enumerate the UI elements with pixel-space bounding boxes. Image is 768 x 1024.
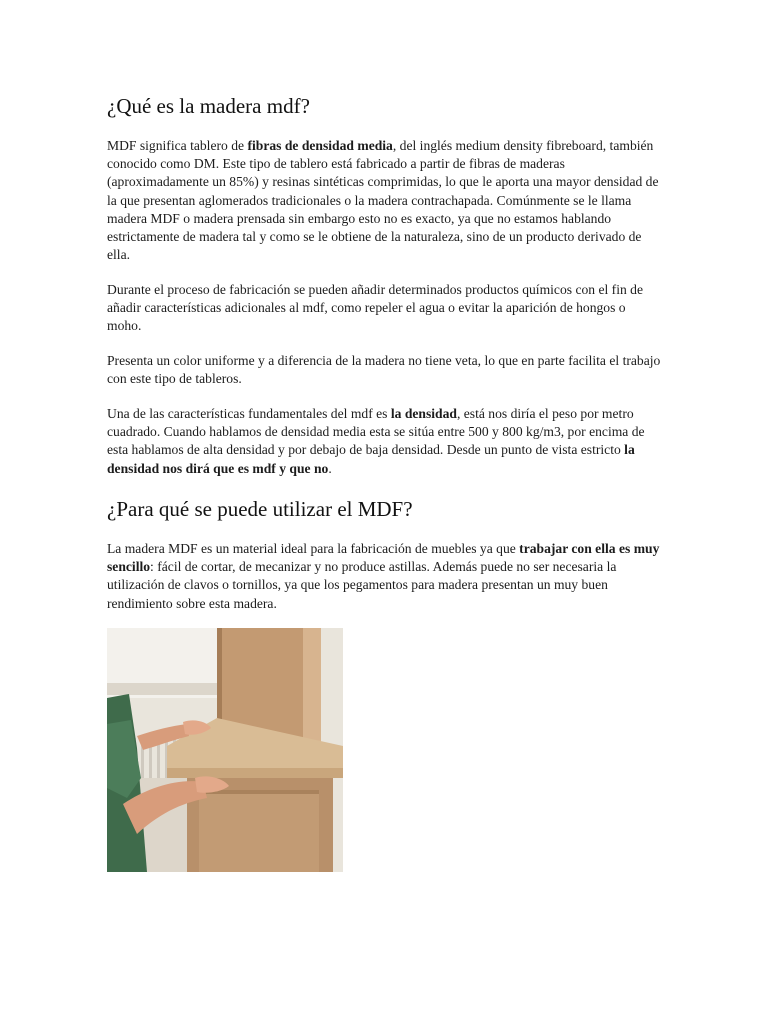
paragraph-fabrication: Durante el proceso de fabricación se pueden añadir determinados productos químicos con el fin de añadir características adicionales al mdf, como repeler el agua o evitar la aparición de hongos o moho. xyxy=(107,282,644,334)
paragraph-uses xyxy=(107,540,663,613)
paragraph-text: , está nos diría el peso por metro cuadrado. Cuando hablamos de densidad media esta se sitúa entre 500 y 800 kg/m3, por encima de esta hablamos de alta densidad y por debajo de baja densidad. Desde un punto de vista estricto xyxy=(107,406,645,458)
bold-text: trabajar con ella es muy sencillo xyxy=(107,541,660,575)
paragraph-color: Presenta un color uniforme y a diferencia de la madera no tiene veta, lo que en parte facilita el trabajo con este tipo de tableros. xyxy=(107,353,661,387)
paragraph-text: La madera MDF es un material ideal para la fabricación de muebles ya que xyxy=(107,541,520,556)
mdf-column-photo xyxy=(107,628,343,872)
bold-text: la densidad nos dirá que es mdf y que no xyxy=(107,442,635,476)
paragraph-text: Una de las características fundamentales del mdf es xyxy=(107,406,391,421)
paragraph-text: . xyxy=(328,460,332,476)
section-title-mdf: ¿Qué es la madera mdf? xyxy=(107,94,310,118)
paragraph-text: , del inglés medium density fibreboard, también conocido como DM. Este tipo de tablero está fabricado a partir de fibras de maderas (aproximadamente un 85%) y resinas sintéticas comprimidas, lo que le aporta una mayor densidad de la que presentan aglomerados tradicionales o la madera contrachapada. Comúnmente se le llama madera MDF o madera prensada sin embargo esto no es exacto, ya que no estamos hablando estrictamente de madera tal y como se le obtiene de la naturaleza, sino de un producto derivado de ella. xyxy=(107,138,659,263)
paragraph-definition xyxy=(107,137,663,264)
bold-text: la densidad xyxy=(390,406,457,421)
paragraph-density xyxy=(107,405,663,478)
bold-text: fibras de densidad media xyxy=(247,138,393,153)
paragraph-text: : fácil de cortar, de mecanizar y no produce astillas. Además puede no ser necesaria la utilización de clavos o tornillos, ya que los pegamentos para madera presentan un muy buen rendimiento sobre esta madera. xyxy=(107,559,617,611)
section-title-uses: ¿Para qué se puede utilizar el MDF? xyxy=(107,497,413,521)
paragraph-text: MDF significa tablero de xyxy=(107,138,248,153)
